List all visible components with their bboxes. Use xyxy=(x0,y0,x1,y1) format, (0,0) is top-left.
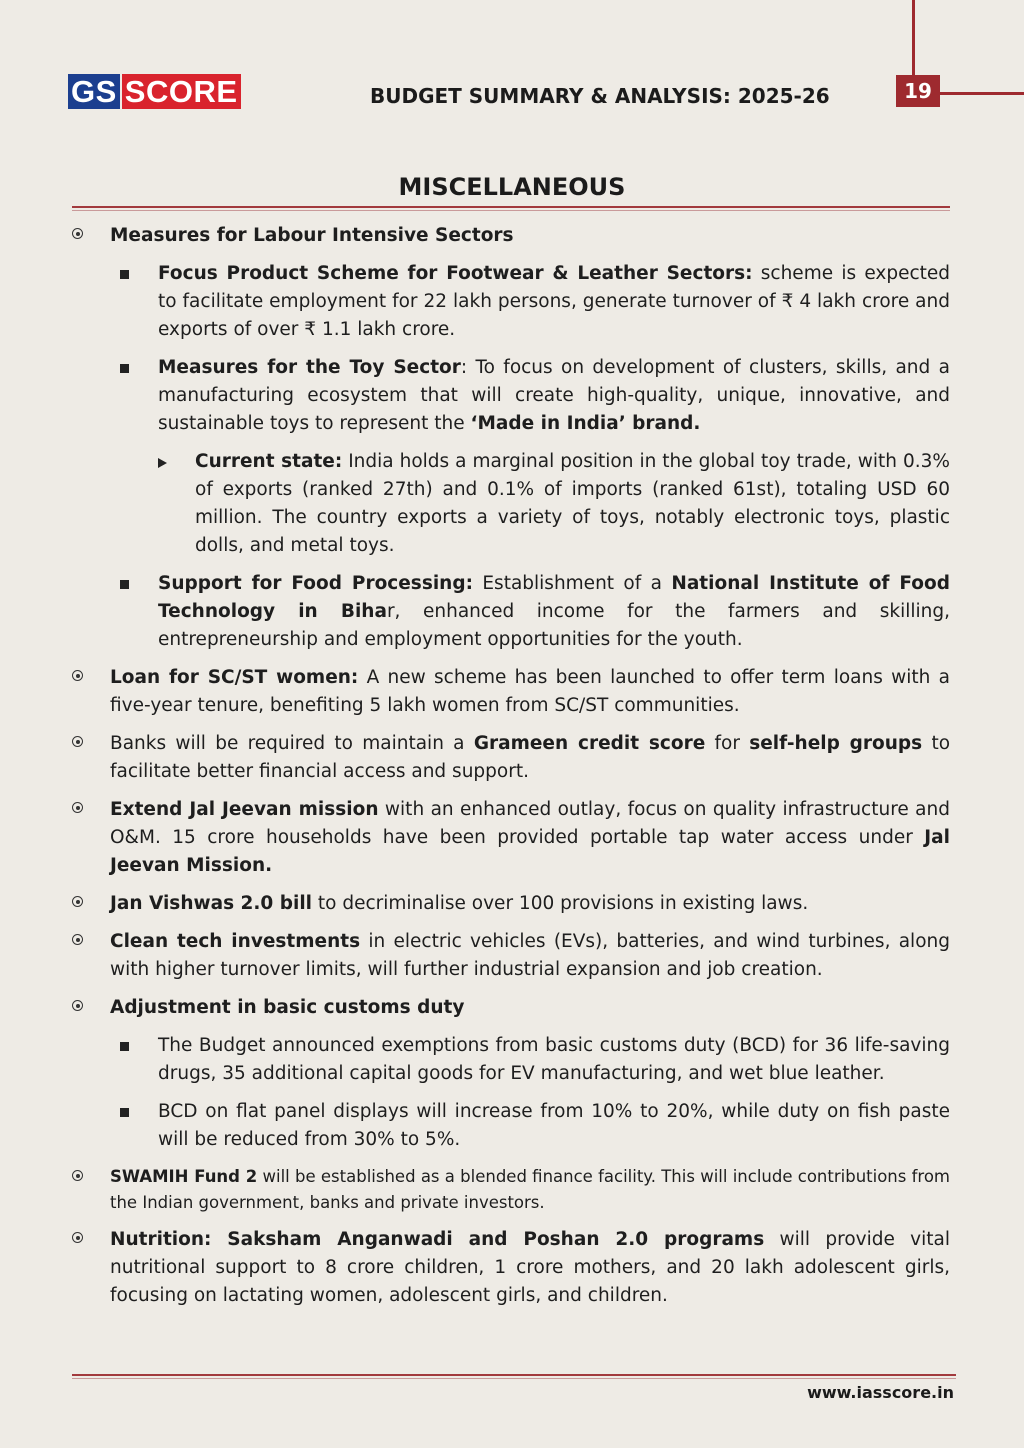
sublist-item-bcd-changes xyxy=(72,1098,950,1154)
circle-bullet-icon xyxy=(72,228,83,239)
item-text: for xyxy=(705,733,750,754)
list-item-cleantech xyxy=(72,928,950,984)
footer-divider-thin xyxy=(72,1378,956,1379)
content-body xyxy=(72,222,950,1320)
item-text: : To focus on development of clusters, skills, and a manufacturing ecosystem that will create high-quality, unique, innovative, and sustainable toys to represent the xyxy=(158,357,950,434)
item-text: to facilitate better financial access and support. xyxy=(110,733,951,782)
item-lead: Focus Product Scheme for Footwear & Leather Sectors: xyxy=(158,263,753,284)
circle-bullet-icon xyxy=(72,1000,83,1011)
item-lead: SWAMIH Fund 2 xyxy=(110,1167,258,1186)
square-bullet-icon xyxy=(120,580,129,589)
item-heading: Adjustment in basic customs duty xyxy=(110,997,465,1018)
circle-bullet-icon xyxy=(72,896,83,907)
list-item-nutrition xyxy=(72,1226,950,1310)
list-item-customs xyxy=(72,994,950,1022)
circle-bullet-icon xyxy=(72,802,83,813)
item-bold: Grameen credit score xyxy=(473,733,706,754)
section-title: MISCELLANEOUS xyxy=(398,173,626,201)
item-text: The Budget announced exemptions from basic customs duty (BCD) for 36 life-saving drugs, 35 additional capital goods for EV manufacturing, and wet blue leather. xyxy=(158,1035,950,1084)
footer-divider xyxy=(72,1374,956,1376)
circle-bullet-icon xyxy=(72,934,83,945)
item-text: scheme is expected to facilitate employment for 22 lakh persons, generate turnover of ₹ 4 lakh crore and exports of over ₹ 1.1 lakh crore. xyxy=(158,263,951,340)
item-text: with an enhanced outlay, focus on quality infrastructure and O&M. 15 crore households have been provided portable tap water access under xyxy=(110,799,950,848)
sublist-item-food xyxy=(72,570,950,654)
list-item-banks xyxy=(72,730,950,786)
item-text: in electric vehicles (EVs), batteries, and wind turbines, along with higher turnover limits, will further industrial expansion and job creation. xyxy=(110,931,950,980)
circle-bullet-icon xyxy=(72,1232,83,1243)
item-lead: Nutrition: Saksham Anganwadi and Poshan 2.0 programs xyxy=(110,1229,765,1250)
circle-bullet-icon xyxy=(72,1170,83,1181)
square-bullet-icon xyxy=(120,364,129,373)
logo-gs: GS xyxy=(68,74,120,109)
item-bold-mid: National Institute of Food Technology in Biha xyxy=(158,573,950,622)
sublist-item-toy xyxy=(72,354,950,438)
title-divider xyxy=(72,206,950,208)
item-text: will provide vital nutritional support to 8 crore children, 1 crore mothers, and 20 lakh adolescent girls, focusing on lactating women, adolescent girls, and children. xyxy=(110,1229,950,1306)
square-bullet-icon xyxy=(120,1108,129,1117)
logo-score: SCORE xyxy=(122,74,241,109)
gsscore-logo xyxy=(68,74,241,109)
item-heading: Measures for Labour Intensive Sectors xyxy=(110,225,514,246)
item-lead: Clean tech investments xyxy=(110,931,361,952)
item-text: India holds a marginal position in the global toy trade, with 0.3% of exports (ranked 27th) and 0.1% of imports (ranked 61st), totaling USD 60 million. The country exports a variety of toys, notably electronic toys, plastic dolls, and metal toys. xyxy=(195,451,950,556)
item-lead: Extend Jal Jeevan mission xyxy=(110,799,379,820)
circle-bullet-icon xyxy=(72,736,83,747)
item-text-end: r, enhanced income for the farmers and skilling, entrepreneurship and employment opportunities for the youth. xyxy=(158,601,950,650)
list-item-labour xyxy=(72,222,950,250)
item-text: BCD on flat panel displays will increase from 10% to 20%, while duty on fish paste will be reduced from 30% to 5%. xyxy=(158,1101,950,1150)
square-bullet-icon xyxy=(120,270,129,279)
item-text: will be established as a blended finance facility. This will include contributions from the Indian government, banks and private investors. xyxy=(110,1167,951,1212)
list-item-loan xyxy=(72,664,950,720)
item-lead: Current state: xyxy=(195,451,343,472)
list-item-jal xyxy=(72,796,950,880)
footer-url: www.iasscore.in xyxy=(807,1383,954,1402)
item-text: A new scheme has been launched to offer term loans with a five-year tenure, benefiting 5 lakh women from SC/ST communities. xyxy=(110,667,950,716)
item-bold: self-help groups xyxy=(749,733,923,754)
subsublist-item-current-state xyxy=(72,448,950,560)
item-text: Banks will be required to maintain a xyxy=(110,733,474,754)
sublist-item-bcd-exemptions xyxy=(72,1032,950,1088)
list-item-swamih xyxy=(72,1164,950,1216)
header-title: BUDGET SUMMARY & ANALYSIS: 2025-26 xyxy=(370,84,830,108)
arrow-bullet-icon xyxy=(158,458,167,468)
item-lead: Support for Food Processing: xyxy=(158,573,473,594)
item-lead: Jan Vishwas 2.0 bill xyxy=(110,893,313,914)
item-text: Establishment of a xyxy=(472,573,672,594)
item-lead: Measures for the Toy Sector xyxy=(158,357,461,378)
item-bold-end: ‘Made in India’ brand. xyxy=(470,413,701,434)
list-item-vishwas xyxy=(72,890,950,918)
circle-bullet-icon xyxy=(72,670,83,681)
square-bullet-icon xyxy=(120,1042,129,1051)
title-divider-thin xyxy=(72,210,950,211)
sublist-item-footwear xyxy=(72,260,950,344)
item-text: to decriminalise over 100 provisions in existing laws. xyxy=(312,893,809,914)
item-lead: Loan for SC/ST women: xyxy=(110,667,359,688)
item-bold-end: Jal Jeevan Mission. xyxy=(110,827,950,876)
page-number: 19 xyxy=(896,75,940,107)
